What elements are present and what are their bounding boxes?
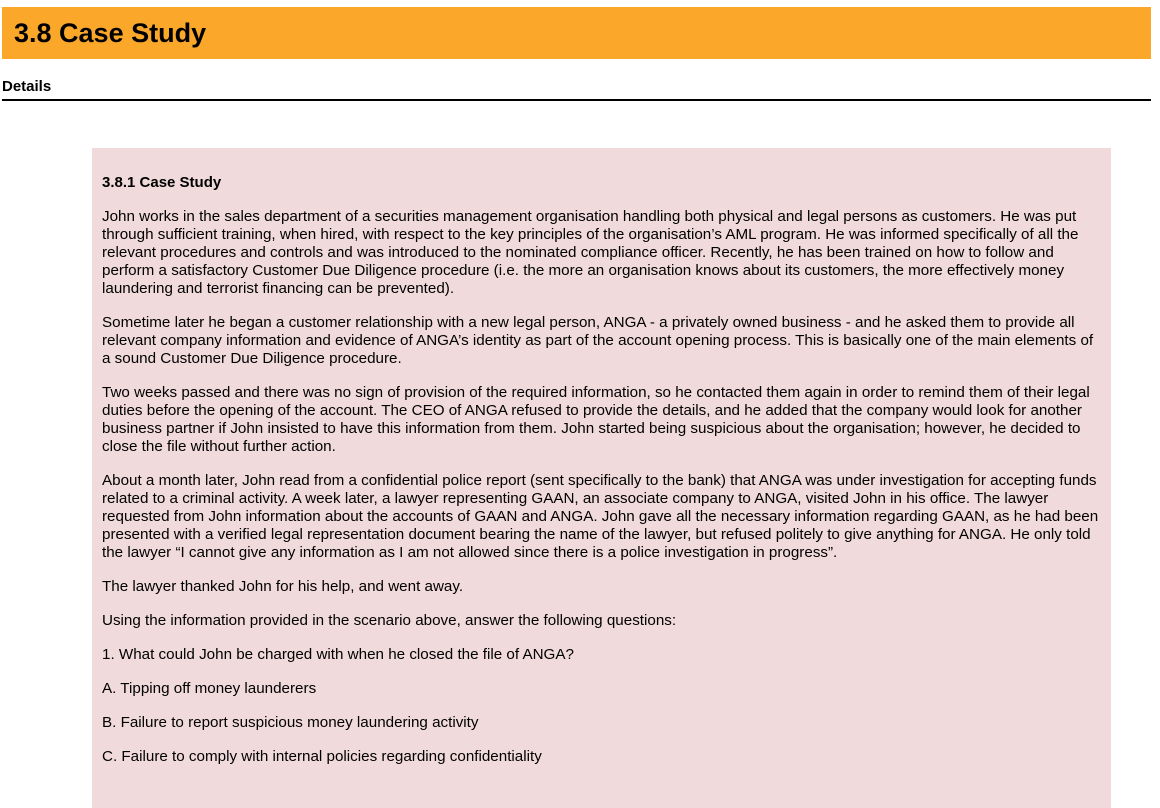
paragraph-2: Sometime later he began a customer relationship with a new legal person, ANGA - a privately owned business - and he asked them to provide all relevant company information and evidence of ANGA’s identity as part of the account opening process. This is basically one of the main elements of a sound Customer Due Diligence procedure. — [102, 314, 1094, 367]
paragraph-6: Using the information provided in the scenario above, answer the following questions: — [102, 612, 677, 629]
details-label: Details — [2, 78, 52, 95]
answer-option-c: C. Failure to comply with internal policies regarding confidentiality — [102, 748, 542, 765]
case-study-body — [92, 148, 1111, 766]
paragraph-5: The lawyer thanked John for his help, and went away. — [102, 578, 464, 595]
answer-option-b: B. Failure to report suspicious money laundering activity — [102, 714, 479, 731]
page-header — [2, 7, 1151, 59]
paragraph-1: John works in the sales department of a securities management organisation handling both physical and legal persons as customers. He was put through sufficient training, when hired, with respect to the key principles of the organisation’s AML program. He was informed specifically of all the relevant procedures and controls and was introduced to the nominated compliance officer. Recently, he has been trained on how to follow and perform a satisfactory Customer Due Diligence procedure (i.e. the more an organisation knows about its customers, the more effectively money laundering and terrorist financing can be prevented). — [102, 208, 1079, 297]
case-study-content-box — [92, 148, 1111, 808]
question-1: 1. What could John be charged with when he closed the file of ANGA? — [102, 646, 574, 663]
details-section-bar — [2, 77, 1151, 101]
paragraph-3: Two weeks passed and there was no sign of provision of the required information, so he contacted them again in order to remind them of their legal duties before the opening of the account. The CEO of ANGA refused to provide the details, and he added that the company would look for another business partner if John insisted to have this information from them. John started being suspicious about the organisation; however, he decided to close the file without further action. — [102, 384, 1090, 455]
page-title: 3.8 Case Study — [14, 18, 207, 48]
paragraph-4: About a month later, John read from a confidential police report (sent specifically to the bank) that ANGA was under investigation for accepting funds related to a criminal activity. A week later, a lawyer representing GAAN, an associate company to ANGA, visited John in his office. The lawyer requested from John information about the accounts of GAAN and ANGA. John gave all the necessary information regarding GAAN, as he had been presented with a verified legal representation document bearing the name of the lawyer, but refused politely to give anything for ANGA. He only told the lawyer “I cannot give any information as I am not allowed since there is a police investigation in progress”. — [102, 472, 1099, 561]
answer-option-a: A. Tipping off money launderers — [102, 680, 317, 697]
section-heading: 3.8.1 Case Study — [102, 174, 222, 191]
